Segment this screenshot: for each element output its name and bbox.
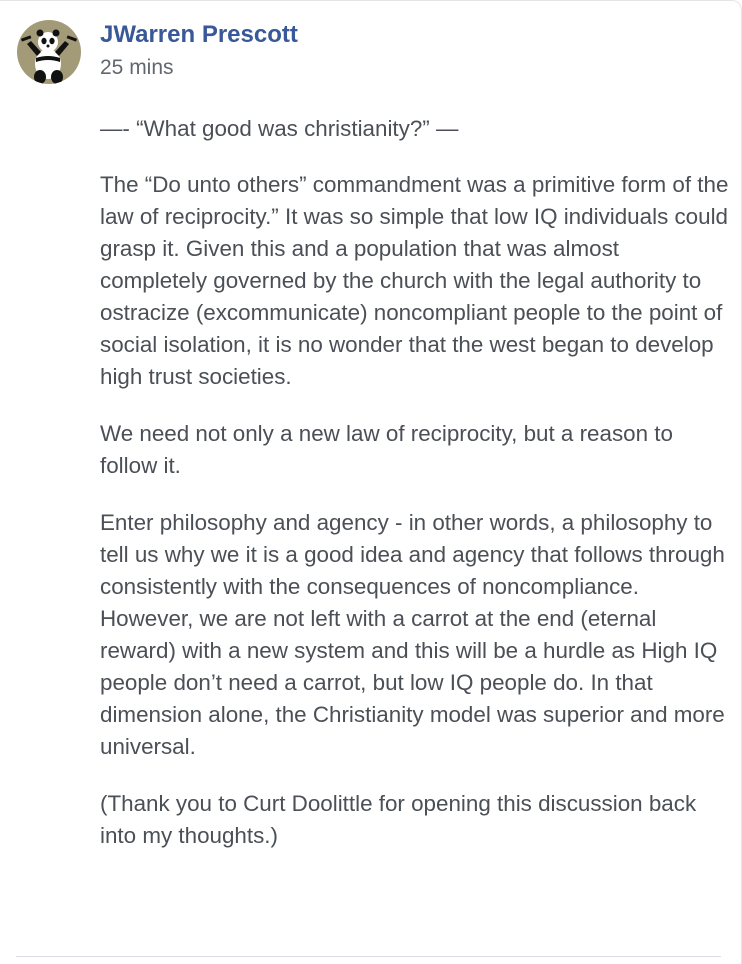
post-timestamp[interactable]: 25 mins: [100, 56, 174, 79]
post-paragraph: We need not only a new law of reciprocity, but a reason to follow it.: [100, 421, 673, 478]
author-name[interactable]: JWarren Prescott: [100, 21, 298, 48]
post-paragraph: Enter philosophy and agency - in other words, a philosophy to tell us why we it is a good idea and agency that follows through consistently with the consequences of noncompliance. However, we are not left with a carrot at the end (eternal reward) with a new system and this will be a hurdle as High IQ people don’t need a carrot, but low IQ people do. In that dimension alone, the Christianity model was superior and more universal.: [100, 510, 725, 759]
post-text: [100, 113, 730, 877]
post-paragraph: The “Do unto others” commandment was a primitive form of the law of reciprocity.” It was so simple that low IQ individuals could grasp it. Given this and a population that was almost completely governed by the church with the legal authority to ostracize (excommunicate) noncompliant people to the point of social isolation, it is no wonder that the west began to develop high trust societies.: [100, 172, 729, 389]
panda-icon: [17, 20, 81, 84]
post-paragraph: —- “What good was christianity?” —: [100, 116, 459, 141]
post-paragraph: (Thank you to Curt Doolittle for opening this discussion back into my thoughts.): [100, 791, 697, 848]
divider: [16, 956, 721, 957]
avatar[interactable]: [17, 20, 81, 84]
